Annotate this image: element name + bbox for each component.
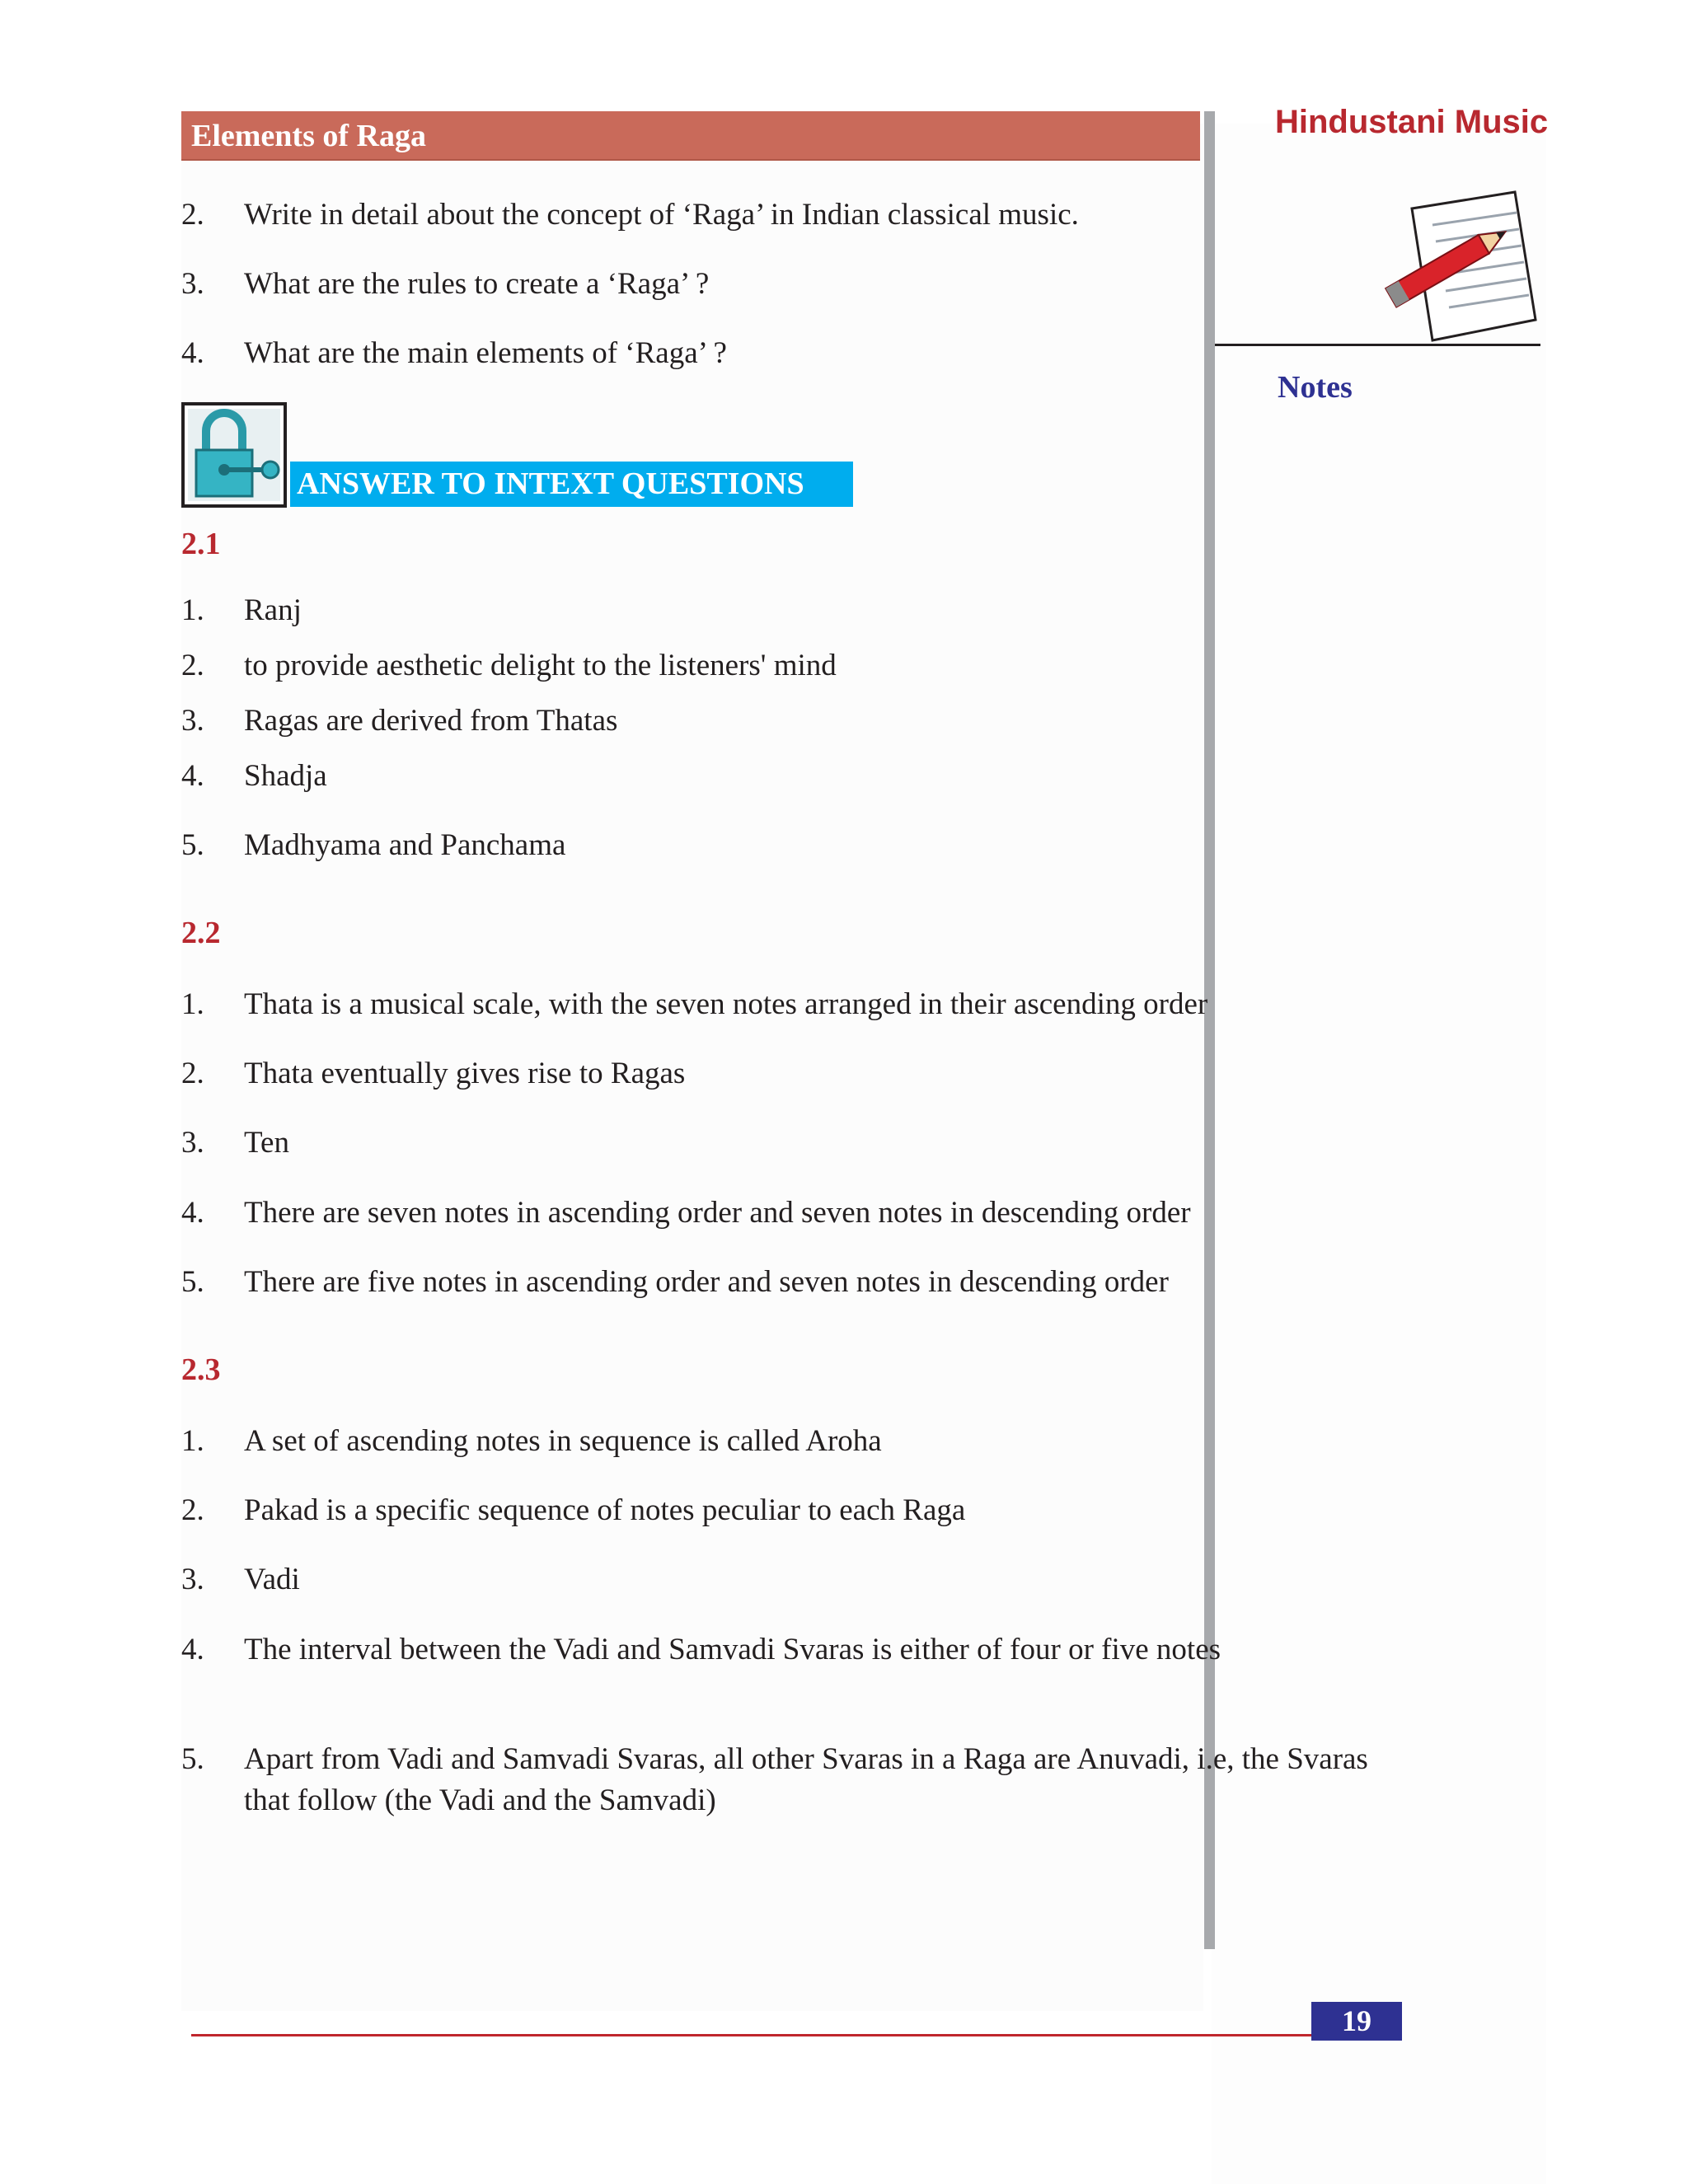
- answer-banner: ANSWER TO INTEXT QUESTIONS: [290, 462, 853, 507]
- item-number: 4.: [181, 759, 204, 793]
- item-number: 3.: [181, 704, 204, 738]
- notepad-pencil-icon: [1375, 188, 1540, 369]
- item-number: 3.: [181, 1563, 204, 1596]
- item-text: What are the main elements of ‘Raga’ ?: [244, 336, 727, 370]
- item-number: 2.: [181, 649, 204, 682]
- item-number: 3.: [181, 1126, 204, 1160]
- item-number: 1.: [181, 593, 204, 627]
- item-text: Ranj: [244, 593, 302, 627]
- column-divider: [1204, 111, 1215, 1949]
- item-number: 4.: [181, 1633, 204, 1666]
- item-text: Pakad is a specific sequence of notes peculiar to each Raga: [244, 1493, 966, 1527]
- section-heading: 2.1: [181, 527, 221, 561]
- item-text: Ragas are derived from Thatas: [244, 704, 618, 738]
- item-number: 2.: [181, 1493, 204, 1527]
- item-number: 5.: [181, 1742, 204, 1776]
- item-text: A set of ascending notes in sequence is called Aroha: [244, 1424, 882, 1458]
- item-text: The interval between the Vadi and Samvadi Svaras is either of four or five notes: [244, 1633, 1221, 1666]
- item-text: What are the rules to create a ‘Raga’ ?: [244, 267, 710, 301]
- item-number: 1.: [181, 987, 204, 1021]
- item-number: 5.: [181, 1265, 204, 1299]
- section-heading: 2.3: [181, 1352, 221, 1387]
- item-number: 1.: [181, 1424, 204, 1458]
- item-text: Shadja: [244, 759, 327, 793]
- item-number: 5.: [181, 828, 204, 862]
- item-number: 2.: [181, 1057, 204, 1090]
- item-number: 2.: [181, 198, 204, 232]
- item-text: Ten: [244, 1126, 289, 1160]
- item-text: Write in detail about the concept of ‘Raga’ in Indian classical music.: [244, 198, 1079, 232]
- item-text: There are seven notes in ascending order and seven notes in descending order: [244, 1196, 1191, 1230]
- item-text: Apart from Vadi and Samvadi Svaras, all other Svaras in a Raga are Anuvadi, i.e, the Svaras that follow (the Vadi and the Samvadi): [244, 1742, 1368, 1817]
- section-heading: 2.2: [181, 916, 221, 950]
- item-text: Madhyama and Panchama: [244, 828, 566, 862]
- notes-label: Notes: [1278, 370, 1353, 405]
- item-text: Thata is a musical scale, with the seven notes arranged in their ascending order: [244, 987, 1208, 1021]
- item-text: There are five notes in ascending order and seven notes in descending order: [244, 1265, 1169, 1299]
- page-number: 19: [1311, 2002, 1402, 2041]
- item-number: 4.: [181, 336, 204, 370]
- item-number: 4.: [181, 1196, 204, 1230]
- item-text: Thata eventually gives rise to Ragas: [244, 1057, 686, 1090]
- padlock-key-icon: [181, 402, 287, 508]
- item-text: Vadi: [244, 1563, 300, 1596]
- item-number: 3.: [181, 267, 204, 301]
- chapter-header: Elements of Raga: [181, 111, 1200, 161]
- subject-title: Hindustani Music: [1275, 104, 1549, 140]
- footer-rule: [191, 2034, 1312, 2036]
- item-text: to provide aesthetic delight to the listeners' mind: [244, 649, 837, 682]
